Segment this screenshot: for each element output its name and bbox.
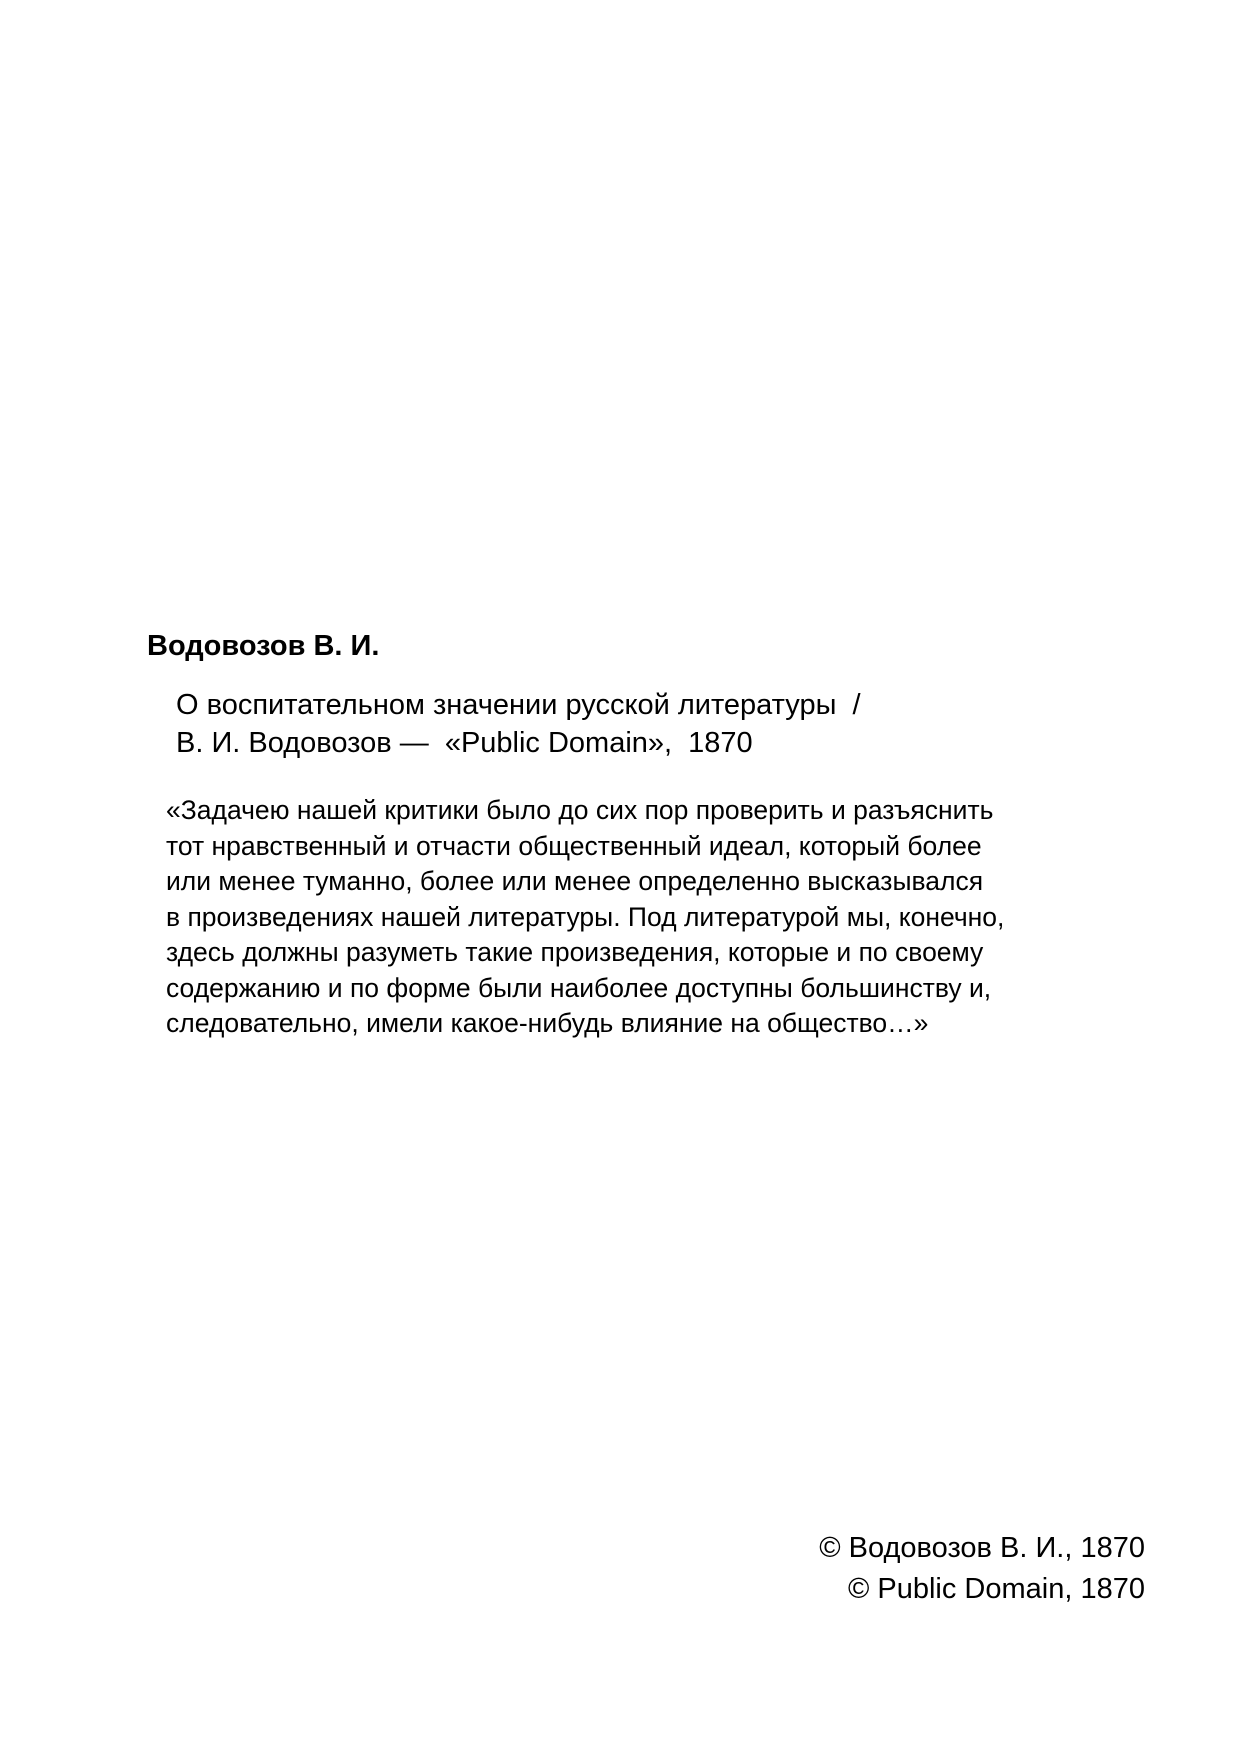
citation-dash: — [399,727,429,759]
annotation-line: «Задачею нашей критики было до сих пор проверить и разъяснить [166,795,994,825]
annotation-line: здесь должны разуметь такие произведения, которые и по своему [166,937,984,967]
bibliographic-citation [176,686,1076,762]
author-heading: Водовозов В. И. [147,630,380,662]
citation-author: В. И. Водовозов [176,727,392,759]
annotation-line: следовательно, имели какое-нибудь влияние на общество…» [166,1008,929,1038]
copyright-block [819,1528,1145,1610]
citation-year: 1870 [688,727,753,759]
citation-line-2: В. И. Водовозов — «Public Domain», 1870 [176,727,753,759]
citation-line-1 [176,686,1076,724]
annotation-line: или менее туманно, более или менее определенно высказывался [166,866,984,896]
citation-title: О воспитательном значении русской литературы [176,689,837,721]
copyright-author-line: © Водовозов В. И., 1870 [819,1532,1145,1564]
citation-separator: / [852,689,861,721]
annotation [166,793,1126,1042]
annotation-line: содержанию и по форме были наиболее доступны большинству и, [166,972,992,1003]
citation-publisher: «Public Domain» [444,727,665,759]
annotation-line: в произведениях нашей литературы. Под литературой мы, конечно, [166,901,1005,932]
annotation-line: тот нравственный и отчасти общественный идеал, который более [166,830,982,861]
copyright-publisher-line: © Public Domain, 1870 [847,1573,1145,1605]
